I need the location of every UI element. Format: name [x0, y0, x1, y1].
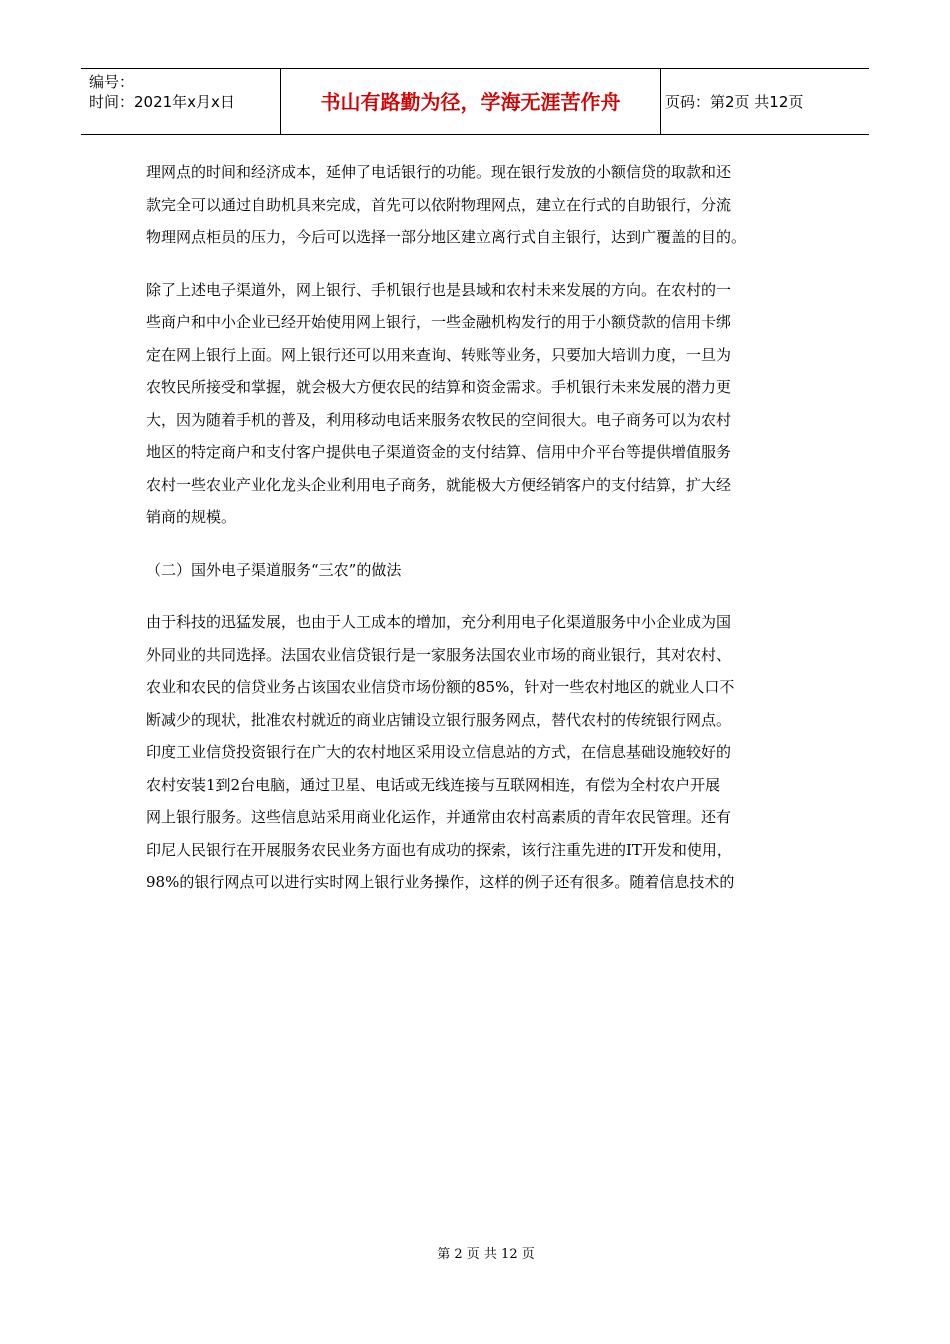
text-line: 由于科技的迅猛发展，也由于人工成本的增加，充分利用电子化渠道服务中小企业成为国 [146, 613, 732, 631]
text-line: 外同业的共同选择。法国农业信贷银行是一家服务法国农业市场的商业银行，其对农村、 [146, 645, 732, 664]
text-line: 印尼人民银行在开展服务农民业务方面也有成功的探索，该行注重先进的IT开发和使用， [146, 840, 732, 859]
text-line: 98%的银行网点可以进行实时网上银行业务操作，这样的例子还有很多。随着信息技术的 [146, 873, 735, 891]
text-line: 理网点的时间和经济成本，延伸了电话银行的功能。现在银行发放的小额信贷的取款和还 [146, 163, 732, 181]
document-number-label: 编号： [89, 73, 135, 91]
text-line: 物理网点柜员的压力，今后可以选择一部分地区建立离行式自主银行，达到广覆盖的目的。 [146, 228, 747, 246]
text-line: 农村安装1到2台电脑，通过卫星、电话或无线连接与互联网相连，有偿为全村农户开展 [146, 775, 721, 794]
paragraph-1 [146, 156, 810, 254]
text-line: 些商户和中小企业已经开始使用网上银行，一些金融机构发行的用于小额贷款的信用卡绑 [146, 313, 732, 331]
header-page-info: 页码：第2页 共12页 [665, 93, 804, 111]
header-motto: 书山有路勤为径，学海无涯苦作舟 [281, 69, 661, 135]
text-line: 除了上述电子渠道外，网上银行、手机银行也是县域和农村未来发展的方向。在农村的一 [146, 280, 732, 299]
text-line: 网上银行服务。这些信息站采用商业化运作，并通常由农村高素质的青年农民管理。还有 [146, 808, 732, 826]
text-line: 农业和农民的信贷业务占该国农业信贷市场份额的85%，针对一些农村地区的就业人口不 [146, 678, 735, 696]
section-heading [146, 554, 810, 587]
text-line: 款完全可以通过自助机具来完成，首先可以依附物理网点，建立在行式的自助银行，分流 [146, 195, 732, 214]
paragraph-2 [146, 274, 810, 534]
text-line: 地区的特定商户和支付客户提供电子渠道资金的支付结算、信用中介平台等提供增值服务 [146, 443, 732, 461]
header-meta [81, 69, 281, 135]
text-line: 大，因为随着手机的普及，利用移动电话来服务农牧民的空间很大。电子商务可以为农村 [146, 410, 732, 429]
paragraph-3 [146, 606, 810, 899]
text-line: 销商的规模。 [146, 508, 237, 526]
text-line: 农村一些农业产业化龙头企业利用电子商务，就能极大方便经销客户的支付结算，扩大经 [146, 475, 732, 494]
document-time-label: 时间：2021年x月x日 [89, 93, 235, 111]
text-line: 印度工业信贷投资银行在广大的农村地区采用设立信息站的方式，在信息基础设施较好的 [146, 743, 732, 761]
heading-text: （二）国外电子渠道服务“三农”的做法 [146, 560, 402, 579]
page-footer: 第 2 页 共 12 页 [437, 1247, 535, 1262]
page-header [81, 68, 869, 135]
text-line: 农牧民所接受和掌握，就会极大方便农民的结算和资金需求。手机银行未来发展的潜力更 [146, 378, 732, 396]
document-body [146, 156, 810, 899]
text-line: 定在网上银行上面。网上银行还可以用来查询、转账等业务，只要加大培训力度，一旦为 [146, 345, 732, 364]
text-line: 断减少的现状，批准农村就近的商业店铺设立银行服务网点，替代农村的传统银行网点。 [146, 710, 732, 729]
